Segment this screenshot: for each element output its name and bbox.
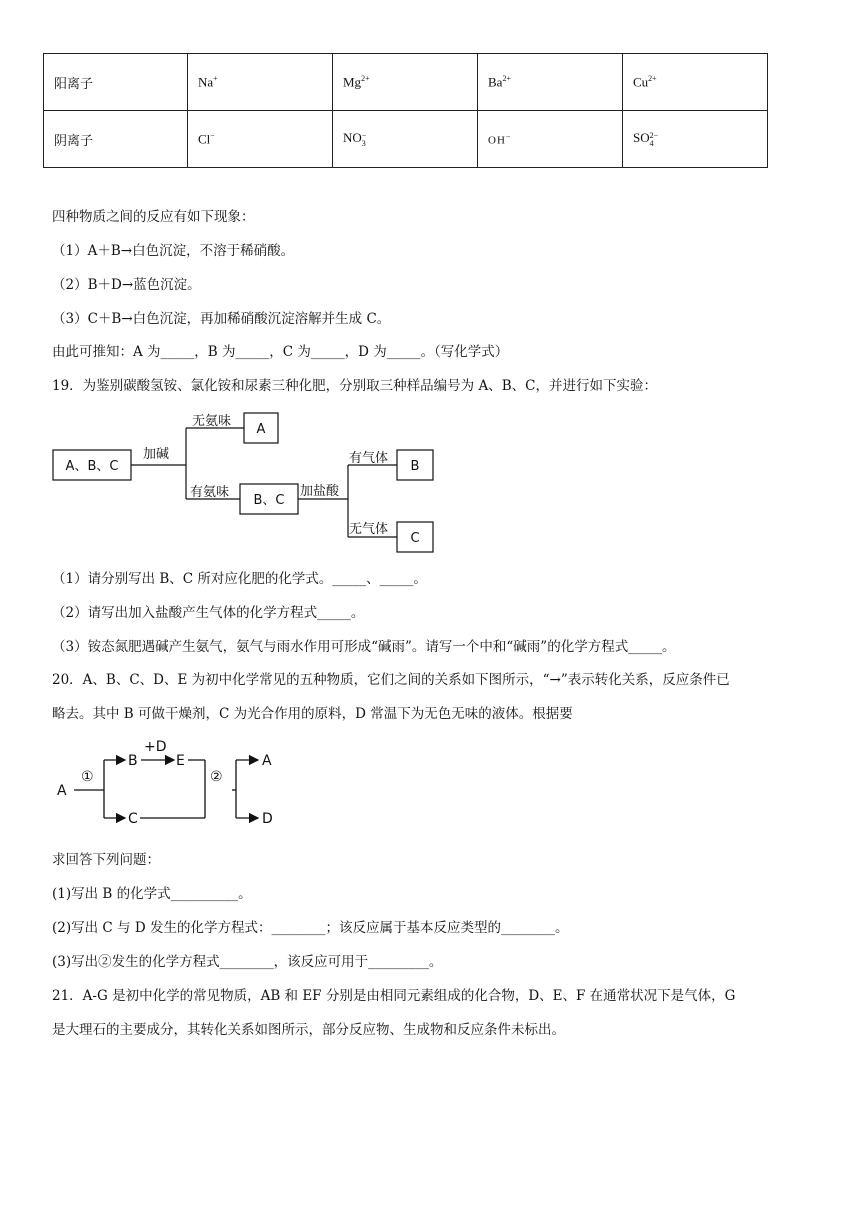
ion-cell: OH− bbox=[478, 111, 623, 168]
q18-item-2: （2）B＋D→蓝色沉淀。 bbox=[52, 277, 201, 293]
label-a-left: A bbox=[57, 783, 67, 799]
label-step-1: ① bbox=[81, 769, 94, 785]
ion-cell: NO − 3 bbox=[333, 111, 478, 168]
label-a-right: A bbox=[262, 753, 272, 769]
row-label: 阳离子 bbox=[44, 54, 188, 111]
label-e: E bbox=[176, 753, 185, 769]
q20-item-1: (1)写出 B 的化学式__________。 bbox=[52, 886, 252, 902]
q19-item-1: （1）请分别写出 B、C 所对应化肥的化学式。_____、_____。 bbox=[52, 571, 427, 587]
q18-conclusion: 由此可推知：A 为_____，B 为_____，C 为_____，D 为_____。（写化学式） bbox=[52, 344, 509, 360]
q19-stem: 19．为鉴别碳酸氢铵、氯化铵和尿素三种化肥，分别取三种样品编号为 A、B、C，并进行如下实验： bbox=[52, 378, 657, 394]
label-d: D bbox=[262, 811, 273, 827]
label-plus-d: +D bbox=[144, 739, 167, 755]
table-row bbox=[44, 111, 768, 168]
q18-item-3: （3）C＋B→白色沉淀，再加稀硝酸沉淀溶解并生成 C。 bbox=[52, 311, 391, 327]
label-abc: A、B、C bbox=[65, 459, 119, 474]
q20-prompt: 求回答下列问题： bbox=[52, 852, 160, 868]
label-bc: B、C bbox=[253, 493, 285, 508]
q21-line2: 是大理石的主要成分，其转化关系如图所示，部分反应物、生成物和反应条件未标出。 bbox=[52, 1022, 565, 1038]
ion-cell: Na+ bbox=[188, 54, 333, 111]
ion-cell: Cl− bbox=[188, 111, 333, 168]
label-step-2: ② bbox=[210, 769, 223, 785]
row-label: 阴离子 bbox=[44, 111, 188, 168]
q18-item-1: （1）A＋B→白色沉淀，不溶于稀硝酸。 bbox=[52, 243, 295, 259]
label-gas: 有气体 bbox=[349, 451, 389, 466]
q19-item-3: （3）铵态氮肥遇碱产生氨气，氨气与雨水作用可形成“碱雨”。请写一个中和“碱雨”的化学方程式_____。 bbox=[52, 639, 676, 655]
label-add-hcl: 加盐酸 bbox=[300, 484, 340, 499]
label-b: B bbox=[410, 459, 420, 474]
q20-item-2: (2)写出 C 与 D 发生的化学方程式：________；该反应属于基本反应类型的________。 bbox=[52, 920, 569, 936]
q20-stem-line1: 20．A、B、C、D、E 为初中化学常见的五种物质，它们之间的关系如下图所示，“→”表示转化关系，反应条件已 bbox=[52, 672, 730, 688]
label-c: C bbox=[410, 531, 420, 546]
label-a: A bbox=[256, 422, 266, 437]
label-no-gas: 无气体 bbox=[349, 522, 389, 537]
q21-line1: 21．A-G 是初中化学的常见物质，AB 和 EF 分别是由相同元素组成的化合物，D、E、F 在通常状况下是气体，G bbox=[52, 988, 736, 1004]
label-ammonia: 有氨味 bbox=[190, 485, 230, 500]
ion-cell: SO 2− 4 bbox=[623, 111, 768, 168]
label-c: C bbox=[128, 811, 138, 827]
q18-intro: 四种物质之间的反应有如下现象： bbox=[52, 209, 255, 225]
label-no-ammonia: 无氨味 bbox=[192, 414, 232, 429]
q20-stem-line2: 略去。其中 B 可做干燥剂，C 为光合作用的原料，D 常温下为无色无味的液体。根据要 bbox=[52, 706, 573, 722]
q20-item-3: (3)写出②发生的化学方程式________，该反应可用于_________。 bbox=[52, 954, 443, 970]
ion-cell: $Mg^{2+}$ bbox=[333, 54, 478, 111]
ion-cell: $Cu^{2+}$ bbox=[623, 54, 768, 111]
label-b: B bbox=[128, 753, 138, 769]
table-row bbox=[44, 54, 768, 111]
q20-relation-diagram bbox=[0, 735, 300, 835]
ion-table bbox=[43, 53, 768, 168]
q19-item-2: （2）请写出加入盐酸产生气体的化学方程式_____。 bbox=[52, 605, 365, 621]
q19-flow-diagram bbox=[0, 400, 460, 560]
ion-cell: $Ba^{2+}$ bbox=[478, 54, 623, 111]
label-add-base: 加碱 bbox=[143, 447, 170, 462]
